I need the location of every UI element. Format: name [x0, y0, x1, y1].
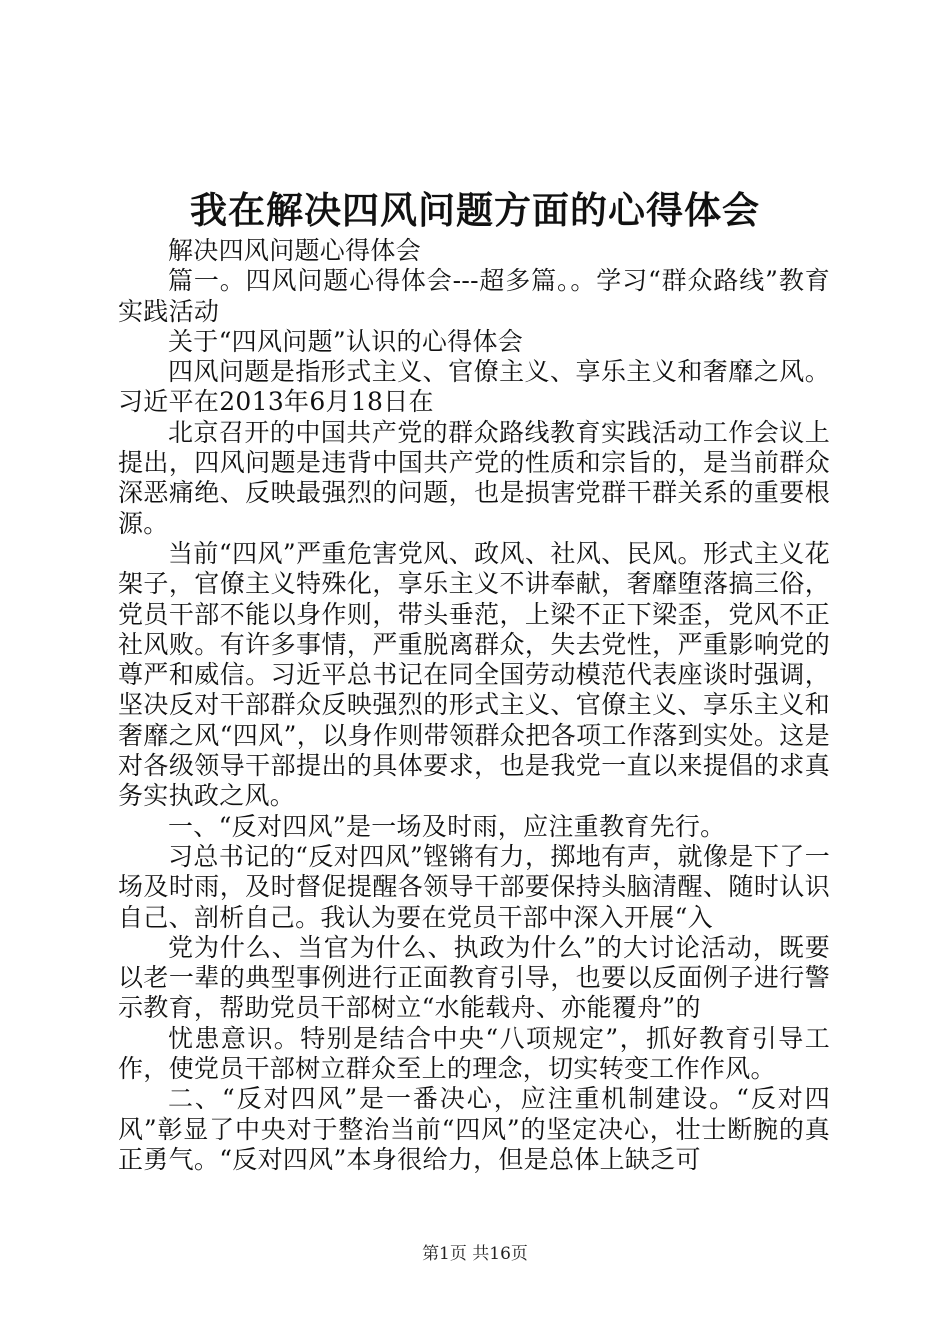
paragraph: 二、“反对四风”是一番决心，应注重机制建设。“反对四风”彰显了中央对于整治当前“四风”的坚定决心，壮士断腕的真正勇气。“反对四风”本身很给力，但是总体上缺乏可 — [118, 1084, 830, 1174]
page-indicator: 第1页 共16页 — [422, 1244, 528, 1264]
paragraph: 当前“四风”严重危害党风、政风、社风、民风。形式主义花架子，官僚主义特殊化，享乐主义不讲奉献，奢靡堕落搞三俗，党员干部不能以身作则，带头垂范，上梁不正下梁歪，党风不正社风败。有许多事情，严重脱离群众，失去党性，严重影响党的尊严和威信。习近平总书记在同全国劳动模范代表座谈时强调，坚决反对干部群众反映强烈的形式主义、官僚主义、享乐主义和奢靡之风“四风”，以身作则带领群众把各项工作落到实处。这是对各级领导干部提出的具体要求，也是我党一直以来提倡的求真务实执政之风。 — [118, 538, 830, 811]
paragraph: 忧患意识。特别是结合中央“八项规定”，抓好教育引导工作，使党员干部树立群众至上的理念，切实转变工作作风。 — [118, 1023, 830, 1084]
paragraph: 习总书记的“反对四风”铿锵有力，掷地有声，就像是下了一场及时雨，及时督促提醒各领导干部要保持头脑清醒、随时认识自己、剖析自己。我认为要在党员干部中深入开展“入 — [118, 841, 830, 932]
paragraph: 四风问题是指形式主义、官僚主义、享乐主义和奢靡之风。习近平在2013年6月18日在 — [118, 357, 830, 417]
page-footer — [0, 1243, 950, 1265]
paragraph: 关于“四风问题”认识的心得体会 — [168, 326, 524, 356]
document-title: 我在解决四风问题方面的心得体会 — [190, 188, 760, 232]
paragraph: 解决四风问题心得体会 — [168, 236, 422, 265]
paragraph: 党为什么、当官为什么、执政为什么”的大讨论活动，既要以老一辈的典型事例进行正面教育引导，也要以反面例子进行警示教育，帮助党员干部树立“水能载舟、亦能覆舟”的 — [118, 932, 830, 1023]
paragraph: 一、“反对四风”是一场及时雨，应注重教育先行。 — [168, 811, 726, 841]
paragraph: 北京召开的中国共产党的群众路线教育实践活动工作会议上提出，四风问题是违背中国共产党的性质和宗旨的，是当前群众深恶痛绝、反映最强烈的问题，也是损害党群干群关系的重要根源。 — [118, 417, 830, 538]
paragraph: 篇一。四风问题心得体会---超多篇。。学习“群众路线”教育实践活动 — [118, 266, 830, 326]
document-body — [118, 236, 830, 1175]
